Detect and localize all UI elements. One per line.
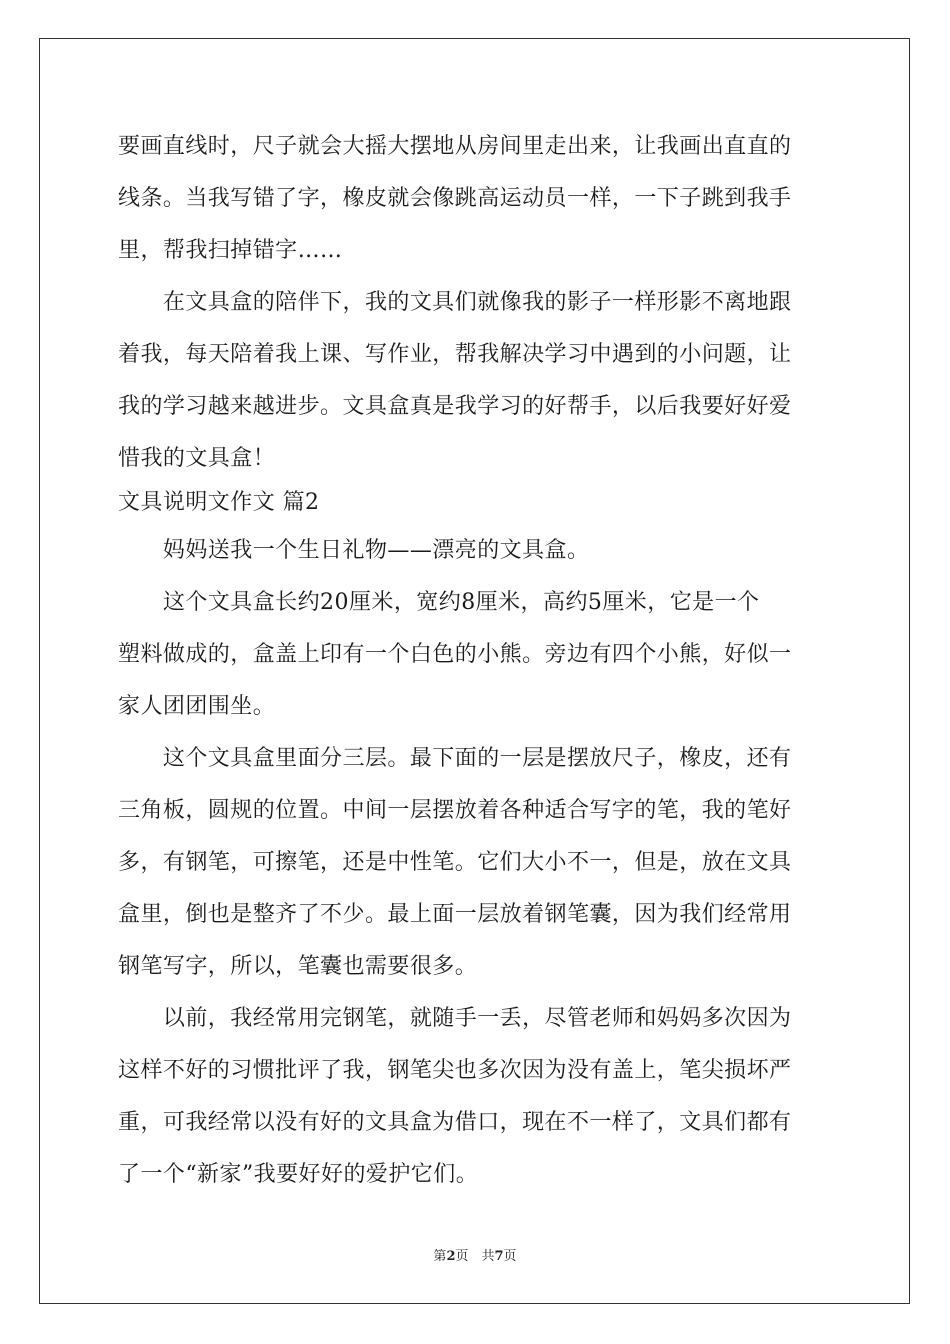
text-line: 要画直线时，尺子就会大摇大摆地从房间里走出来，让我画出直直的 xyxy=(118,134,792,159)
section-heading: 文具说明文作文 篇2 xyxy=(118,490,320,515)
text-line: 塑料做成的，盒盖上印有一个白色的小熊。旁边有四个小熊，好似一 xyxy=(118,642,792,667)
text-line: 我的学习越来越进步。文具盒真是我学习的好帮手，以后我要好好爱 xyxy=(118,394,792,419)
total-pages-number: 7 xyxy=(494,1249,504,1264)
text-line: 在文具盒的陪伴下，我的文具们就像我的影子一样形影不离地跟 xyxy=(118,290,792,315)
text-line: 里，帮我扫掉错字…… xyxy=(118,238,343,263)
text-line: 多，有钢笔，可擦笔，还是中性笔。它们大小不一，但是，放在文具 xyxy=(118,850,792,875)
text-line: 这个文具盒里面分三层。最下面的一层是摆放尺子，橡皮，还有 xyxy=(118,746,792,771)
text-line: 家人团团围坐。 xyxy=(118,694,276,719)
text-line: 盒里，倒也是整齐了不少。最上面一层放着钢笔囊，因为我们经常用 xyxy=(118,902,792,927)
text-line: 了一个“新家”我要好好的爱护它们。 xyxy=(118,1162,479,1187)
footer-suffix: 页 xyxy=(503,1249,517,1264)
page-footer xyxy=(0,1245,950,1264)
footer-middle: 页 共 xyxy=(455,1249,495,1264)
text-line: 钢笔写字，所以，笔囊也需要很多。 xyxy=(118,954,478,979)
text-line: 以前，我经常用完钢笔，就随手一丢，尽管老师和妈妈多次因为 xyxy=(118,1006,792,1031)
footer-prefix: 第 xyxy=(433,1249,447,1264)
current-page-number: 2 xyxy=(446,1249,456,1264)
text-line: 着我，每天陪着我上课、写作业，帮我解决学习中遇到的小问题，让 xyxy=(118,342,792,367)
text-line: 这个文具盒长约20厘米，宽约8厘米，高约5厘米，它是一个 xyxy=(118,590,760,615)
text-line: 惜我的文具盒！ xyxy=(118,446,276,471)
text-line: 这样不好的习惯批评了我，钢笔尖也多次因为没有盖上，笔尖损坏严 xyxy=(118,1058,792,1083)
text-line: 线条。当我写错了字，橡皮就会像跳高运动员一样，一下子跳到我手 xyxy=(118,186,792,211)
text-line: 三角板，圆规的位置。中间一层摆放着各种适合写字的笔，我的笔好 xyxy=(118,798,792,823)
text-line: 妈妈送我一个生日礼物——漂亮的文具盒。 xyxy=(118,538,590,563)
text-line: 重，可我经常以没有好的文具盒为借口，现在不一样了，文具们都有 xyxy=(118,1110,792,1135)
